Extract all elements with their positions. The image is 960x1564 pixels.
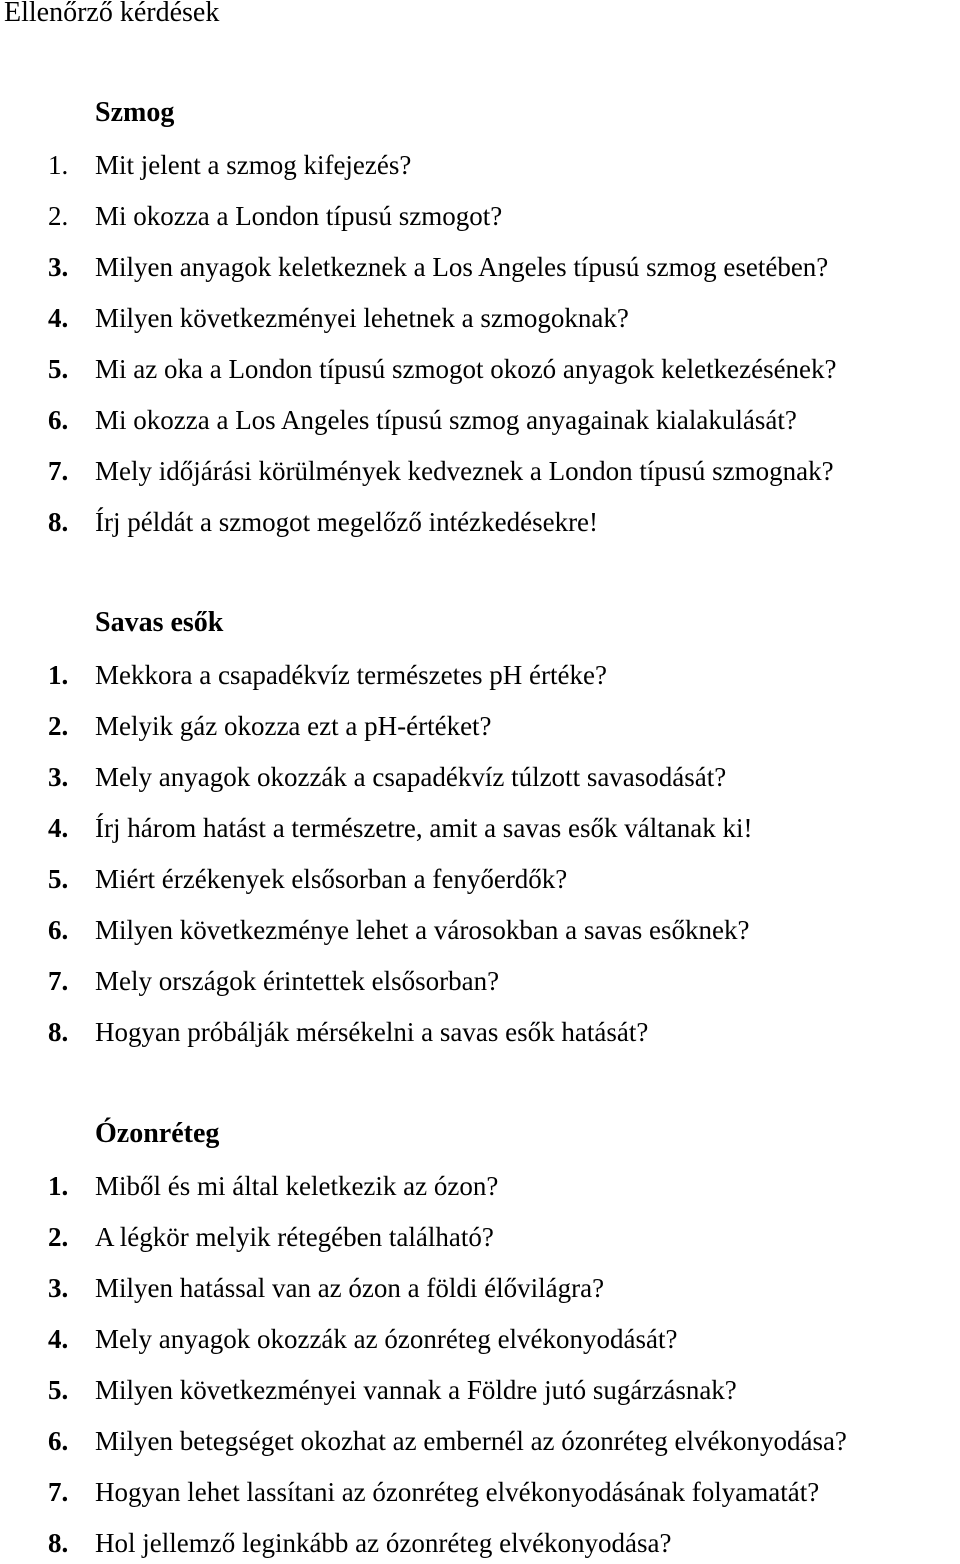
- question-number: 2.: [48, 201, 69, 231]
- section-heading: Savas esők: [95, 607, 224, 638]
- question-item: [0, 147, 960, 183]
- question-text: Mi okozza a Los Angeles típusú szmog anyagainak kialakulását?: [95, 405, 797, 435]
- question-item: [0, 300, 960, 336]
- section-heading: Ózonréteg: [95, 1118, 220, 1149]
- question-item: [0, 1321, 960, 1357]
- question-text: Milyen következményei lehetnek a szmogoknak?: [95, 303, 629, 333]
- question-item: [0, 963, 960, 999]
- question-item: [0, 249, 960, 285]
- question-item: [0, 351, 960, 387]
- question-number: 5.: [48, 354, 69, 384]
- question-text: Mekkora a csapadékvíz természetes pH értéke?: [95, 660, 607, 690]
- question-item: [0, 810, 960, 846]
- question-number: 2.: [48, 711, 69, 741]
- question-text: Mely időjárási körülmények kedveznek a London típusú szmognak?: [95, 456, 834, 486]
- question-item: [0, 759, 960, 795]
- question-number: 1.: [48, 1171, 69, 1201]
- question-item: [0, 453, 960, 489]
- section-heading: Szmog: [95, 97, 175, 128]
- question-number: 3.: [48, 252, 69, 282]
- question-item: [0, 1168, 960, 1204]
- document-title: Ellenőrző kérdések: [4, 0, 220, 28]
- question-text: Miért érzékenyek elsősorban a fenyőerdők?: [95, 864, 568, 894]
- question-text: Mit jelent a szmog kifejezés?: [95, 150, 412, 180]
- question-number: 1.: [48, 660, 69, 690]
- question-text: Milyen betegséget okozhat az embernél az ózonréteg elvékonyodása?: [95, 1426, 847, 1456]
- question-number: 8.: [48, 1017, 69, 1047]
- question-item: [0, 1270, 960, 1306]
- question-text: Melyik gáz okozza ezt a pH-értéket?: [95, 711, 492, 741]
- question-item: [0, 198, 960, 234]
- question-text: Miből és mi által keletkezik az ózon?: [95, 1171, 499, 1201]
- question-item: [0, 912, 960, 948]
- question-number: 6.: [48, 915, 69, 945]
- question-text: A légkör melyik rétegében található?: [95, 1222, 494, 1252]
- question-item: [0, 1474, 960, 1510]
- question-text: Milyen következménye lehet a városokban a savas esőknek?: [95, 915, 750, 945]
- question-text: Írj három hatást a természetre, amit a savas esők váltanak ki!: [95, 813, 753, 843]
- question-text: Milyen anyagok keletkeznek a Los Angeles típusú szmog esetében?: [95, 252, 829, 282]
- question-number: 1.: [48, 150, 69, 180]
- question-number: 3.: [48, 1273, 69, 1303]
- question-number: 4.: [48, 303, 69, 333]
- question-item: [0, 861, 960, 897]
- question-number: 8.: [48, 507, 69, 537]
- question-number: 4.: [48, 813, 69, 843]
- question-item: [0, 657, 960, 693]
- question-item: [0, 402, 960, 438]
- question-item: [0, 1423, 960, 1459]
- question-number: 6.: [48, 1426, 69, 1456]
- question-text: Hogyan lehet lassítani az ózonréteg elvékonyodásának folyamatát?: [95, 1477, 820, 1507]
- question-item: [0, 1014, 960, 1050]
- question-item: [0, 1219, 960, 1255]
- question-number: 7.: [48, 1477, 69, 1507]
- question-text: Mi az oka a London típusú szmogot okozó anyagok keletkezésének?: [95, 354, 837, 384]
- question-number: 7.: [48, 966, 69, 996]
- question-text: Hogyan próbálják mérsékelni a savas esők hatását?: [95, 1017, 649, 1047]
- question-number: 3.: [48, 762, 69, 792]
- question-text: Írj példát a szmogot megelőző intézkedésekre!: [95, 507, 599, 537]
- question-text: Mely országok érintettek elsősorban?: [95, 966, 500, 996]
- question-text: Mi okozza a London típusú szmogot?: [95, 201, 503, 231]
- question-item: [0, 504, 960, 540]
- question-text: Milyen hatással van az ózon a földi élővilágra?: [95, 1273, 605, 1303]
- question-number: 8.: [48, 1528, 69, 1558]
- question-number: 7.: [48, 456, 69, 486]
- question-item: [0, 708, 960, 744]
- question-number: 5.: [48, 864, 69, 894]
- question-text: Hol jellemző leginkább az ózonréteg elvékonyodása?: [95, 1528, 672, 1558]
- question-text: Mely anyagok okozzák a csapadékvíz túlzott savasodását?: [95, 762, 727, 792]
- question-number: 5.: [48, 1375, 69, 1405]
- question-item: [0, 1372, 960, 1408]
- question-text: Milyen következményei vannak a Földre jutó sugárzásnak?: [95, 1375, 737, 1405]
- question-number: 2.: [48, 1222, 69, 1252]
- question-number: 4.: [48, 1324, 69, 1354]
- question-item: [0, 1525, 960, 1561]
- question-number: 6.: [48, 405, 69, 435]
- question-text: Mely anyagok okozzák az ózonréteg elvékonyodását?: [95, 1324, 678, 1354]
